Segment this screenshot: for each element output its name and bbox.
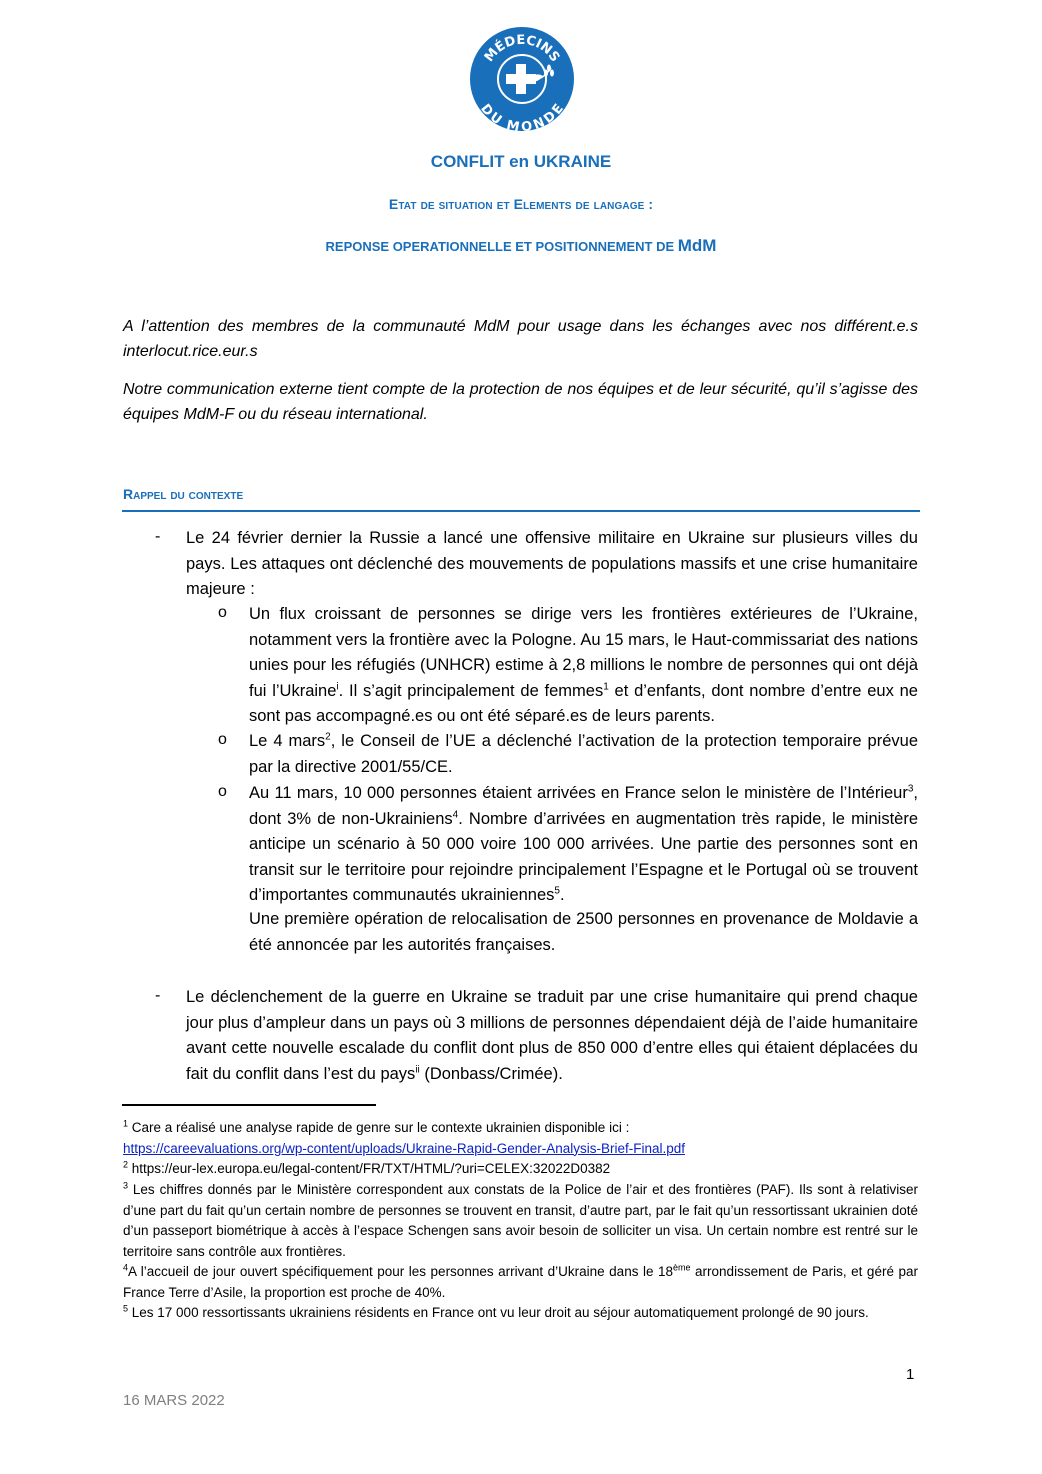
text: arrondissement de Paris, et géré par France Terre d’Asile, la proportion est proche de 40%. [123, 1264, 918, 1300]
endnote-ref[interactable]: i [336, 681, 339, 692]
text: Le 4 mars [249, 732, 326, 750]
footnote-number: 3 [123, 1180, 129, 1191]
footnote-number: 4 [123, 1262, 129, 1273]
text: . Il s’agit principalement de femmes [338, 681, 604, 700]
footnote-number: 1 [123, 1118, 129, 1129]
section-divider [122, 510, 920, 512]
text: . [559, 886, 565, 904]
text: , le Conseil de l’UE a déclenché l’activation de la protection temporaire prévue par la directive 2001/55/CE. [249, 732, 918, 776]
footnote-separator [122, 1104, 376, 1106]
page-number: 1 [906, 1366, 915, 1383]
intro-audience: A l’attention des membres de la communauté MdM pour usage dans les échanges avec nos différent.e.s interlocut.rice.eur.s [123, 318, 918, 360]
logo-bottom-text: DU MONDE [477, 101, 567, 132]
footnote-ref-1[interactable]: 1 [603, 681, 609, 692]
subtitle-2-mdm: MdM [677, 236, 717, 255]
footnote-number: 5 [123, 1303, 129, 1314]
text: Les chiffres donnés par le Ministère correspondent aux constats de la Police de l’air et des frontières (PAF). Ils sont à relativiser d’une part du fait qu’un certain nombre de personnes se trouvent en transit, d’autre part, par le fait qu’un ressortissant ukrainien doté d’un passeport biométrique à accès à l’espace Schengen sans avoir besoin de solliciter un visa. Un certain nombre est rentré sur le territoire sans contrôle aux frontières. [123, 1182, 918, 1259]
text: . Nombre d’arrivées en augmentation très rapide, le ministère anticipe un scénario à 50 000 voire 100 000 arrivées. Une partie des personnes sont en transit sur le territoire pour rejoindre principalement l’Espagne et le Portugal où se trouvent d’importantes communautés ukrainiennes [249, 809, 918, 904]
care-report-link[interactable]: https://careevaluations.org/wp-content/uploads/Ukraine-Rapid-Gender-Analysis-Brief-Final.pdf [123, 1140, 686, 1156]
document-title: CONFLIT en UKRAINE [430, 152, 612, 171]
text: Le déclenchement de la guerre en Ukraine se traduit par une crise humanitaire qui prend chaque jour plus d’ampleur dans un pays où 3 millions de personnes dépendaient déjà de l’aide humanitaire avant cette nouvelle escalade du conflit dont plus de 850 000 d’entre elles qui étaient déplacées du fait du conflit dans l’est du pays [186, 988, 918, 1083]
document-subtitle-2 [0, 236, 1042, 256]
medecins-du-monde-logo [469, 26, 575, 132]
footnote-ref-3[interactable]: 3 [907, 783, 914, 795]
footnote-5 [123, 1303, 918, 1324]
footnote-ref-4[interactable]: 4 [452, 809, 459, 820]
footnote-2 [123, 1159, 918, 1180]
dash-bullet-icon: - [155, 528, 161, 545]
dash-bullet-icon: - [155, 987, 161, 1004]
circle-bullet-icon: o [218, 731, 227, 748]
footnote-number: 2 [123, 1159, 129, 1170]
circle-bullet-icon: o [218, 604, 227, 621]
text: Care a réalisé une analyse rapide de genre sur le contexte ukrainien disponible ici : [128, 1120, 630, 1135]
text: Un flux croissant de personnes se dirige vers les frontières extérieures de l’Ukraine, notamment vers la frontière avec la Pologne. Au 15 mars, le Haut-commissariat des nations unies pour les réfugiés (UNHCR) estime à 2,8 millions le nombre de personnes qui ont déjà fui l’Ukraine [249, 605, 918, 700]
bullet-russian-offensive: Le 24 février dernier la Russie a lancé une offensive militaire en Ukraine sur plusieurs villes du pays. Les attaques ont déclenché des mouvements de populations massifs et une crise humanitaire majeure : [186, 529, 918, 598]
text: , dont 3% de non-Ukrainiens [249, 784, 918, 828]
subbullet-eu-protection [249, 729, 918, 780]
footnote-4 [123, 1262, 918, 1303]
ordinal-suffix: ème [673, 1262, 691, 1273]
subbullet-relocation-moldavia: Une première opération de relocalisation de 2500 personnes en provenance de Moldavie a été annoncée par les autorités françaises. [249, 910, 918, 954]
text: Au 11 mars, 10 000 personnes étaient arrivées en France selon le ministère de l’Intérieur [249, 784, 908, 802]
subbullet-france-arrivals [249, 781, 918, 909]
logo-top-text: MÉDECINS [481, 32, 563, 65]
footnote-3 [123, 1180, 918, 1262]
text: https://eur-lex.europa.eu/legal-content/FR/TXT/HTML/?uri=CELEX:32022D0382 [128, 1161, 611, 1176]
footnote-1 [123, 1118, 918, 1159]
subtitle-2-prefix: REPONSE OPERATIONNELLE ET POSITIONNEMENT DE [325, 239, 678, 254]
text: (Donbass/Crimée). [419, 1064, 563, 1083]
footnote-ref-5[interactable]: 5 [554, 885, 560, 897]
document-subtitle: Etat de situation et Elements de langage : [388, 196, 654, 212]
text: A l’accueil de jour ouvert spécifiquement pour les personnes arrivant d’Ukraine dans le 18 [128, 1264, 674, 1279]
subbullet-refugee-flow [249, 602, 918, 730]
section-heading-context: Rappel du contexte [123, 486, 244, 502]
intro-security-note: Notre communication externe tient compte de la protection de nos équipes et de leur sécurité, qu’il s’agisse des équipes MdM-F ou du réseau international. [123, 381, 918, 423]
endnote-ref[interactable]: ii [415, 1064, 420, 1075]
circle-bullet-icon: o [218, 783, 227, 800]
bullet-humanitarian-crisis [186, 985, 918, 1087]
footnote-ref-2[interactable]: 2 [325, 731, 331, 743]
text: et d’enfants, dont nombre d’entre eux ne sont pas accompagné.es ou ont été séparé.es de leurs parents. [249, 681, 918, 725]
text: Les 17 000 ressortissants ukrainiens résidents en France ont vu leur droit au séjour automatiquement prolongé de 90 jours. [128, 1305, 869, 1320]
footer-date: 16 MARS 2022 [123, 1392, 225, 1409]
